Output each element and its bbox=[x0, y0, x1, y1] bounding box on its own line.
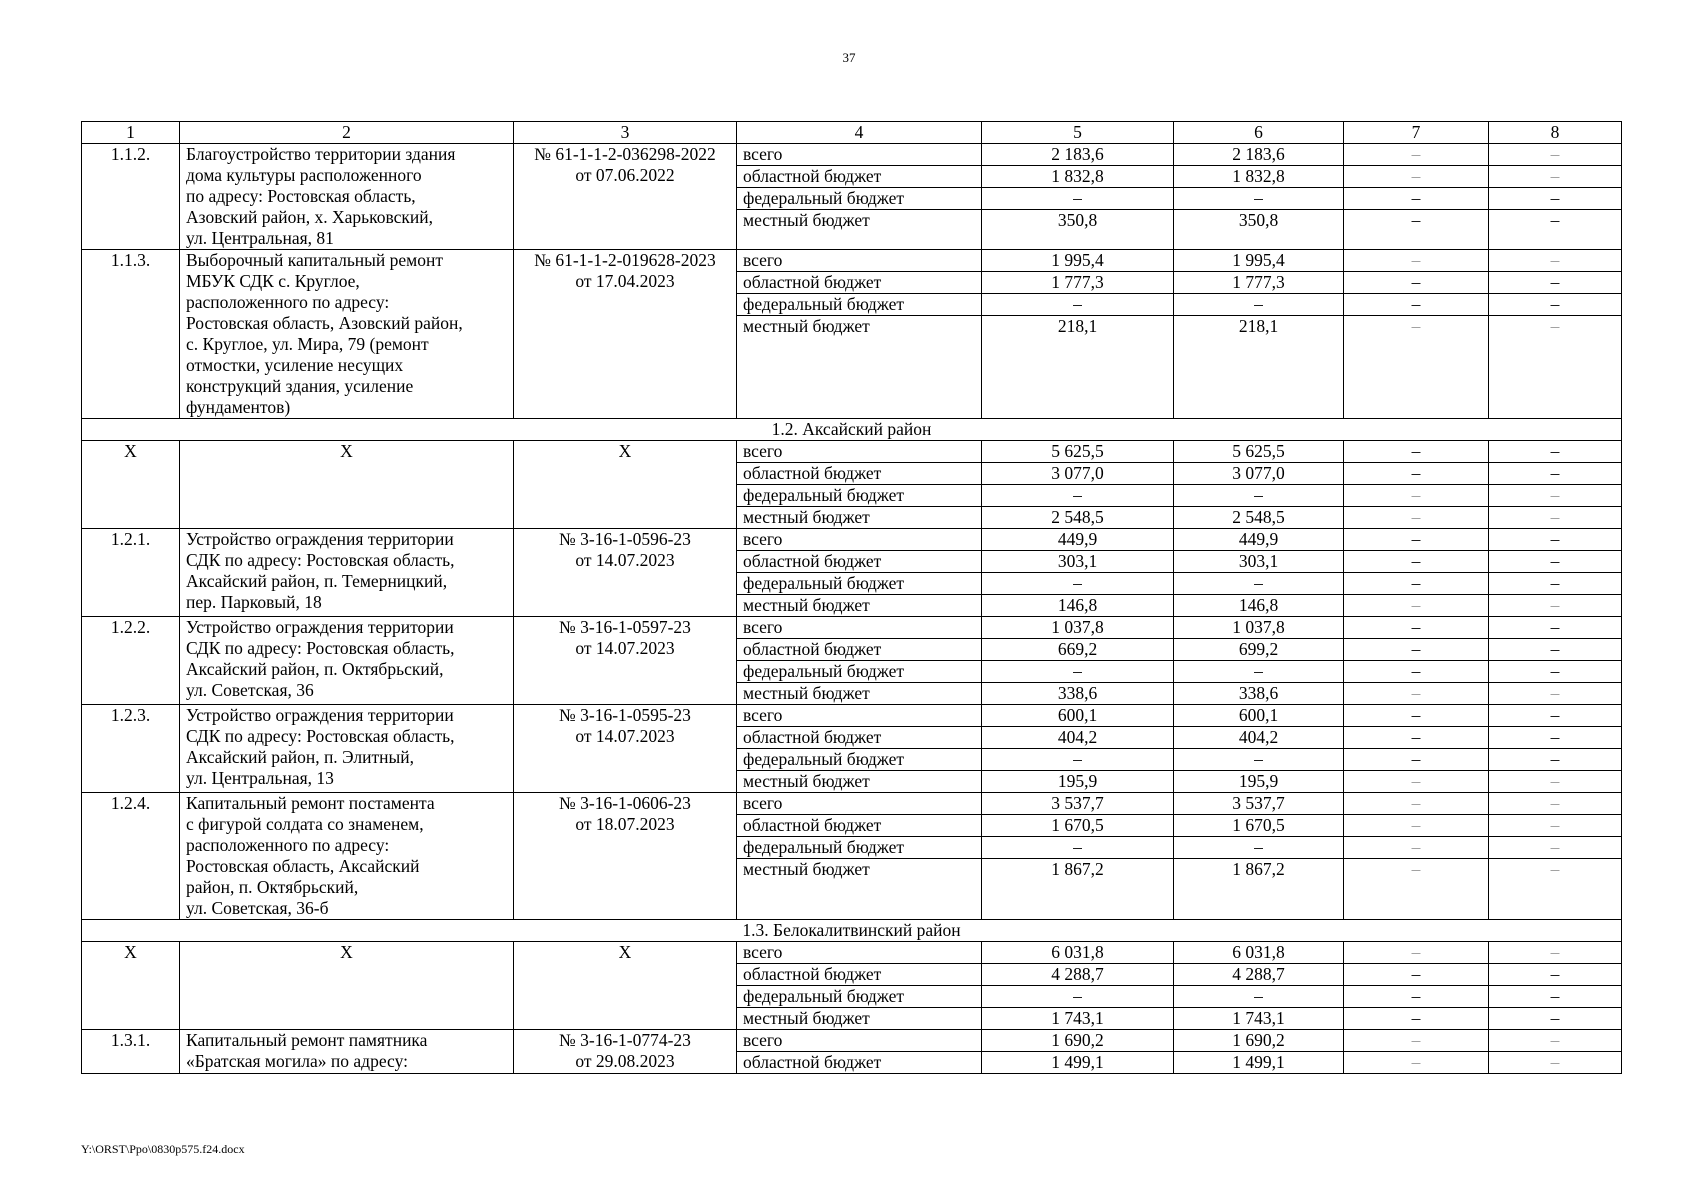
amount-cell: 1 777,3 bbox=[982, 272, 1174, 294]
amount-cell: – bbox=[1344, 441, 1489, 463]
amount-cell: – bbox=[1344, 316, 1489, 419]
amount-cell: – bbox=[982, 837, 1174, 859]
amount-cell: – bbox=[1489, 1030, 1622, 1052]
text-line: Устройство ограждения территории bbox=[186, 617, 454, 637]
amount-cell: 600,1 bbox=[1174, 705, 1344, 727]
amount-cell: – bbox=[1344, 188, 1489, 210]
amount-cell: – bbox=[1489, 463, 1622, 485]
column-header: 2 bbox=[180, 122, 514, 144]
amount-cell: 669,2 bbox=[982, 639, 1174, 661]
amount-cell: – bbox=[1344, 771, 1489, 793]
amount-cell: – bbox=[1489, 942, 1622, 964]
amount-cell: – bbox=[1489, 859, 1622, 920]
funding-source: федеральный бюджет bbox=[737, 188, 982, 210]
amount-cell: – bbox=[1344, 1052, 1489, 1074]
item-document bbox=[514, 441, 737, 529]
item-description bbox=[180, 250, 514, 419]
amount-cell: 3 537,7 bbox=[1174, 793, 1344, 815]
page-number: 37 bbox=[842, 50, 856, 65]
text-line: № 3-16-1-0606-23 bbox=[559, 793, 691, 813]
funding-source: всего bbox=[737, 441, 982, 463]
text-line: № 3-16-1-0596-23 bbox=[559, 529, 691, 549]
item-number: Х bbox=[82, 942, 180, 1030]
amount-cell: – bbox=[1344, 551, 1489, 573]
amount-cell: 1 690,2 bbox=[982, 1030, 1174, 1052]
amount-cell: 6 031,8 bbox=[982, 942, 1174, 964]
amount-cell: 5 625,5 bbox=[982, 441, 1174, 463]
amount-cell: – bbox=[1489, 316, 1622, 419]
file-path-footer: Y:\ORST\Ppo\0830p575.f24.docx bbox=[81, 1142, 245, 1156]
text-line: № 3-16-1-0597-23 bbox=[559, 617, 691, 637]
amount-cell: – bbox=[1489, 507, 1622, 529]
text-line: ул. Центральная, 13 bbox=[186, 768, 334, 788]
item-description bbox=[180, 942, 514, 1030]
amount-cell: – bbox=[1344, 485, 1489, 507]
amount-cell: – bbox=[1344, 749, 1489, 771]
text-line: отмостки, усиление несущих bbox=[186, 355, 404, 375]
amount-cell: 699,2 bbox=[1174, 639, 1344, 661]
item-document bbox=[514, 529, 737, 617]
amount-cell: 404,2 bbox=[1174, 727, 1344, 749]
text-line: от 29.08.2023 bbox=[575, 1051, 675, 1071]
amount-cell: – bbox=[1344, 1030, 1489, 1052]
table-row bbox=[82, 1030, 1622, 1052]
item-description bbox=[180, 1030, 514, 1074]
funding-source: всего bbox=[737, 942, 982, 964]
amount-cell: – bbox=[1489, 294, 1622, 316]
amount-cell: – bbox=[1344, 727, 1489, 749]
funding-source: местный бюджет bbox=[737, 210, 982, 250]
column-number-row bbox=[82, 122, 1622, 144]
amount-cell: – bbox=[1344, 986, 1489, 1008]
text-line: Аксайский район, п. Темерницкий, bbox=[186, 571, 448, 591]
amount-cell: – bbox=[1489, 166, 1622, 188]
funding-source: областной бюджет bbox=[737, 727, 982, 749]
amount-cell: – bbox=[1489, 727, 1622, 749]
column-header: 6 bbox=[1174, 122, 1344, 144]
funding-source: областной бюджет bbox=[737, 964, 982, 986]
item-description bbox=[180, 144, 514, 250]
amount-cell: 195,9 bbox=[982, 771, 1174, 793]
item-document bbox=[514, 942, 737, 1030]
amount-cell: – bbox=[1489, 1052, 1622, 1074]
amount-cell: – bbox=[1344, 683, 1489, 705]
funding-source: федеральный бюджет bbox=[737, 661, 982, 683]
funding-source: всего bbox=[737, 617, 982, 639]
funding-source: всего bbox=[737, 144, 982, 166]
text-line: Устройство ограждения территории bbox=[186, 529, 454, 549]
funding-source: всего bbox=[737, 250, 982, 272]
item-description bbox=[180, 705, 514, 793]
funding-source: федеральный бюджет bbox=[737, 749, 982, 771]
amount-cell: – bbox=[1489, 1008, 1622, 1030]
table-row bbox=[82, 617, 1622, 639]
amount-cell: – bbox=[1489, 771, 1622, 793]
item-document bbox=[514, 250, 737, 419]
text-line: Х bbox=[618, 441, 632, 461]
amount-cell: 1 995,4 bbox=[1174, 250, 1344, 272]
column-header: 7 bbox=[1344, 122, 1489, 144]
amount-cell: – bbox=[982, 294, 1174, 316]
amount-cell: – bbox=[982, 485, 1174, 507]
amount-cell: 1 037,8 bbox=[982, 617, 1174, 639]
amount-cell: 338,6 bbox=[1174, 683, 1344, 705]
amount-cell: – bbox=[1344, 210, 1489, 250]
funding-source: федеральный бюджет bbox=[737, 837, 982, 859]
funding-source: федеральный бюджет bbox=[737, 294, 982, 316]
amount-cell: – bbox=[1489, 551, 1622, 573]
amount-cell: 1 777,3 bbox=[1174, 272, 1344, 294]
amount-cell: 146,8 bbox=[1174, 595, 1344, 617]
amount-cell: 1 867,2 bbox=[982, 859, 1174, 920]
column-header: 1 bbox=[82, 122, 180, 144]
amount-cell: – bbox=[1489, 144, 1622, 166]
amount-cell: – bbox=[1489, 529, 1622, 551]
item-document bbox=[514, 705, 737, 793]
funding-source: федеральный бюджет bbox=[737, 485, 982, 507]
amount-cell: 218,1 bbox=[982, 316, 1174, 419]
amount-cell: 449,9 bbox=[1174, 529, 1344, 551]
amount-cell: – bbox=[1344, 294, 1489, 316]
amount-cell: 600,1 bbox=[982, 705, 1174, 727]
item-document bbox=[514, 144, 737, 250]
text-line: Выборочный капитальный ремонт bbox=[186, 250, 444, 270]
amount-cell: 4 288,7 bbox=[982, 964, 1174, 986]
amount-cell: – bbox=[1174, 573, 1344, 595]
text-line: Капитальный ремонт памятника bbox=[186, 1030, 428, 1050]
funding-source: местный бюджет bbox=[737, 771, 982, 793]
amount-cell: – bbox=[1174, 837, 1344, 859]
text-line: Ростовская область, Аксайский bbox=[186, 856, 420, 876]
amount-cell: – bbox=[1489, 815, 1622, 837]
amount-cell: – bbox=[1489, 639, 1622, 661]
text-line: конструкций здания, усиление bbox=[186, 376, 414, 396]
text-line: от 18.07.2023 bbox=[575, 814, 675, 834]
amount-cell: – bbox=[1489, 683, 1622, 705]
text-line: Х bbox=[618, 942, 632, 962]
amount-cell: 1 499,1 bbox=[1174, 1052, 1344, 1074]
column-header: 8 bbox=[1489, 122, 1622, 144]
amount-cell: – bbox=[1344, 144, 1489, 166]
text-line: Х bbox=[340, 441, 353, 461]
column-header: 4 bbox=[737, 122, 982, 144]
amount-cell: – bbox=[1344, 529, 1489, 551]
funding-source: всего bbox=[737, 1030, 982, 1052]
funding-source: всего bbox=[737, 529, 982, 551]
text-line: от 14.07.2023 bbox=[575, 550, 675, 570]
amount-cell: 1 037,8 bbox=[1174, 617, 1344, 639]
amount-cell: 1 832,8 bbox=[1174, 166, 1344, 188]
text-line: расположенного по адресу: bbox=[186, 835, 390, 855]
text-line: от 17.04.2023 bbox=[575, 271, 675, 291]
amount-cell: 195,9 bbox=[1174, 771, 1344, 793]
item-document bbox=[514, 617, 737, 705]
amount-cell: 2 548,5 bbox=[982, 507, 1174, 529]
funding-source: местный бюджет bbox=[737, 595, 982, 617]
funding-source: местный бюджет bbox=[737, 859, 982, 920]
amount-cell: – bbox=[1174, 749, 1344, 771]
funding-source: местный бюджет bbox=[737, 683, 982, 705]
text-line: ул. Центральная, 81 bbox=[186, 228, 334, 248]
text-line: с. Круглое, ул. Мира, 79 (ремонт bbox=[186, 334, 429, 354]
funding-source: областной бюджет bbox=[737, 1052, 982, 1074]
table-row bbox=[82, 793, 1622, 815]
budget-table bbox=[81, 121, 1622, 1074]
amount-cell: – bbox=[1344, 573, 1489, 595]
funding-source: областной бюджет bbox=[737, 463, 982, 485]
item-number: 1.1.3. bbox=[82, 250, 180, 419]
text-line: ул. Советская, 36-б bbox=[186, 898, 329, 918]
funding-source: местный бюджет bbox=[737, 316, 982, 419]
section-title: 1.2. Аксайский район bbox=[82, 419, 1622, 441]
amount-cell: 3 537,7 bbox=[982, 793, 1174, 815]
amount-cell: – bbox=[1344, 793, 1489, 815]
funding-source: всего bbox=[737, 705, 982, 727]
amount-cell: 1 743,1 bbox=[1174, 1008, 1344, 1030]
amount-cell: – bbox=[1344, 815, 1489, 837]
item-number: 1.2.1. bbox=[82, 529, 180, 617]
amount-cell: 350,8 bbox=[1174, 210, 1344, 250]
amount-cell: – bbox=[1489, 441, 1622, 463]
section-row bbox=[82, 419, 1622, 441]
amount-cell: – bbox=[1174, 485, 1344, 507]
section-row bbox=[82, 920, 1622, 942]
amount-cell: – bbox=[1344, 272, 1489, 294]
item-number: 1.3.1. bbox=[82, 1030, 180, 1074]
amount-cell: – bbox=[1174, 294, 1344, 316]
amount-cell: – bbox=[1344, 942, 1489, 964]
text-line: район, п. Октябрьский, bbox=[186, 877, 359, 897]
amount-cell: 1 832,8 bbox=[982, 166, 1174, 188]
amount-cell: – bbox=[1489, 573, 1622, 595]
amount-cell: – bbox=[1344, 250, 1489, 272]
text-line: Благоустройство территории здания bbox=[186, 144, 456, 164]
funding-source: местный бюджет bbox=[737, 1008, 982, 1030]
amount-cell: – bbox=[1344, 837, 1489, 859]
table-row bbox=[82, 942, 1622, 964]
amount-cell: 404,2 bbox=[982, 727, 1174, 749]
amount-cell: – bbox=[1344, 639, 1489, 661]
text-line: № 3-16-1-0774-23 bbox=[559, 1030, 691, 1050]
text-line: СДК по адресу: Ростовская область, bbox=[186, 550, 455, 570]
amount-cell: – bbox=[1489, 837, 1622, 859]
amount-cell: 218,1 bbox=[1174, 316, 1344, 419]
amount-cell: 2 183,6 bbox=[982, 144, 1174, 166]
amount-cell: 3 077,0 bbox=[982, 463, 1174, 485]
text-line: Х bbox=[340, 942, 353, 962]
amount-cell: 6 031,8 bbox=[1174, 942, 1344, 964]
amount-cell: – bbox=[1489, 188, 1622, 210]
amount-cell: – bbox=[1174, 986, 1344, 1008]
amount-cell: 1 499,1 bbox=[982, 1052, 1174, 1074]
item-description bbox=[180, 441, 514, 529]
amount-cell: – bbox=[1344, 507, 1489, 529]
amount-cell: 303,1 bbox=[982, 551, 1174, 573]
amount-cell: – bbox=[1344, 859, 1489, 920]
amount-cell: – bbox=[1344, 617, 1489, 639]
item-number: 1.1.2. bbox=[82, 144, 180, 250]
amount-cell: 3 077,0 bbox=[1174, 463, 1344, 485]
funding-source: областной бюджет bbox=[737, 272, 982, 294]
amount-cell: – bbox=[1344, 595, 1489, 617]
funding-source: всего bbox=[737, 793, 982, 815]
text-line: дома культуры расположенного bbox=[186, 165, 422, 185]
amount-cell: – bbox=[982, 661, 1174, 683]
amount-cell: 338,6 bbox=[982, 683, 1174, 705]
amount-cell: – bbox=[1489, 749, 1622, 771]
item-number: Х bbox=[82, 441, 180, 529]
amount-cell: – bbox=[1344, 463, 1489, 485]
amount-cell: – bbox=[1174, 661, 1344, 683]
item-number: 1.2.2. bbox=[82, 617, 180, 705]
text-line: Аксайский район, п. Октябрьский, bbox=[186, 659, 444, 679]
amount-cell: – bbox=[982, 188, 1174, 210]
table-row bbox=[82, 250, 1622, 272]
text-line: Аксайский район, п. Элитный, bbox=[186, 747, 414, 767]
text-line: № 61-1-1-2-019628-2023 bbox=[534, 250, 716, 270]
amount-cell: 4 288,7 bbox=[1174, 964, 1344, 986]
amount-cell: 146,8 bbox=[982, 595, 1174, 617]
amount-cell: 2 548,5 bbox=[1174, 507, 1344, 529]
column-header: 5 bbox=[982, 122, 1174, 144]
amount-cell: – bbox=[1174, 188, 1344, 210]
amount-cell: – bbox=[982, 749, 1174, 771]
amount-cell: 449,9 bbox=[982, 529, 1174, 551]
text-line: МБУК СДК с. Круглое, bbox=[186, 271, 360, 291]
amount-cell: 1 995,4 bbox=[982, 250, 1174, 272]
item-document bbox=[514, 793, 737, 920]
amount-cell: – bbox=[1489, 661, 1622, 683]
funding-source: областной бюджет bbox=[737, 815, 982, 837]
text-line: по адресу: Ростовская область, bbox=[186, 186, 416, 206]
amount-cell: 1 670,5 bbox=[1174, 815, 1344, 837]
text-line: от 07.06.2022 bbox=[575, 165, 675, 185]
amount-cell: – bbox=[1489, 964, 1622, 986]
amount-cell: 1 743,1 bbox=[982, 1008, 1174, 1030]
amount-cell: 2 183,6 bbox=[1174, 144, 1344, 166]
amount-cell: – bbox=[1489, 210, 1622, 250]
amount-cell: – bbox=[1344, 705, 1489, 727]
amount-cell: 350,8 bbox=[982, 210, 1174, 250]
text-line: Азовский район, х. Харьковский, bbox=[186, 207, 434, 227]
amount-cell: 1 690,2 bbox=[1174, 1030, 1344, 1052]
text-line: СДК по адресу: Ростовская область, bbox=[186, 638, 455, 658]
item-description bbox=[180, 793, 514, 920]
text-line: от 14.07.2023 bbox=[575, 726, 675, 746]
table-body bbox=[82, 144, 1622, 1074]
amount-cell: – bbox=[1489, 272, 1622, 294]
amount-cell: – bbox=[1344, 661, 1489, 683]
amount-cell: – bbox=[1344, 1008, 1489, 1030]
table-row bbox=[82, 144, 1622, 166]
amount-cell: – bbox=[1489, 250, 1622, 272]
funding-source: областной бюджет bbox=[737, 551, 982, 573]
text-line: пер. Парковый, 18 bbox=[186, 592, 322, 612]
text-line: Капитальный ремонт постамента bbox=[186, 793, 435, 813]
amount-cell: – bbox=[1489, 986, 1622, 1008]
column-header: 3 bbox=[514, 122, 737, 144]
text-line: № 3-16-1-0595-23 bbox=[559, 705, 691, 725]
item-document bbox=[514, 1030, 737, 1074]
text-line: ул. Советская, 36 bbox=[186, 680, 314, 700]
amount-cell: – bbox=[1344, 166, 1489, 188]
text-line: № 61-1-1-2-036298-2022 bbox=[534, 144, 716, 164]
text-line: СДК по адресу: Ростовская область, bbox=[186, 726, 455, 746]
amount-cell: 303,1 bbox=[1174, 551, 1344, 573]
funding-source: областной бюджет bbox=[737, 639, 982, 661]
funding-source: областной бюджет bbox=[737, 166, 982, 188]
text-line: расположенного по адресу: bbox=[186, 292, 390, 312]
amount-cell: – bbox=[1489, 595, 1622, 617]
table-row bbox=[82, 705, 1622, 727]
item-description bbox=[180, 617, 514, 705]
amount-cell: – bbox=[1489, 617, 1622, 639]
amount-cell: 1 867,2 bbox=[1174, 859, 1344, 920]
funding-source: федеральный бюджет bbox=[737, 573, 982, 595]
amount-cell: – bbox=[982, 986, 1174, 1008]
amount-cell: 5 625,5 bbox=[1174, 441, 1344, 463]
amount-cell: – bbox=[1489, 793, 1622, 815]
text-line: с фигурой солдата со знаменем, bbox=[186, 814, 424, 834]
funding-source: местный бюджет bbox=[737, 507, 982, 529]
text-line: Ростовская область, Азовский район, bbox=[186, 313, 463, 333]
item-number: 1.2.4. bbox=[82, 793, 180, 920]
amount-cell: – bbox=[1344, 964, 1489, 986]
amount-cell: 1 670,5 bbox=[982, 815, 1174, 837]
amount-cell: – bbox=[1489, 485, 1622, 507]
table-row bbox=[82, 529, 1622, 551]
text-line: «Братская могила» по адресу: bbox=[186, 1051, 408, 1071]
funding-source: федеральный бюджет bbox=[737, 986, 982, 1008]
text-line: фундаментов) bbox=[186, 397, 291, 417]
item-number: 1.2.3. bbox=[82, 705, 180, 793]
item-description bbox=[180, 529, 514, 617]
table-row bbox=[82, 441, 1622, 463]
section-title: 1.3. Белокалитвинский район bbox=[82, 920, 1622, 942]
amount-cell: – bbox=[982, 573, 1174, 595]
text-line: от 14.07.2023 bbox=[575, 638, 675, 658]
text-line: Устройство ограждения территории bbox=[186, 705, 454, 725]
amount-cell: – bbox=[1489, 705, 1622, 727]
